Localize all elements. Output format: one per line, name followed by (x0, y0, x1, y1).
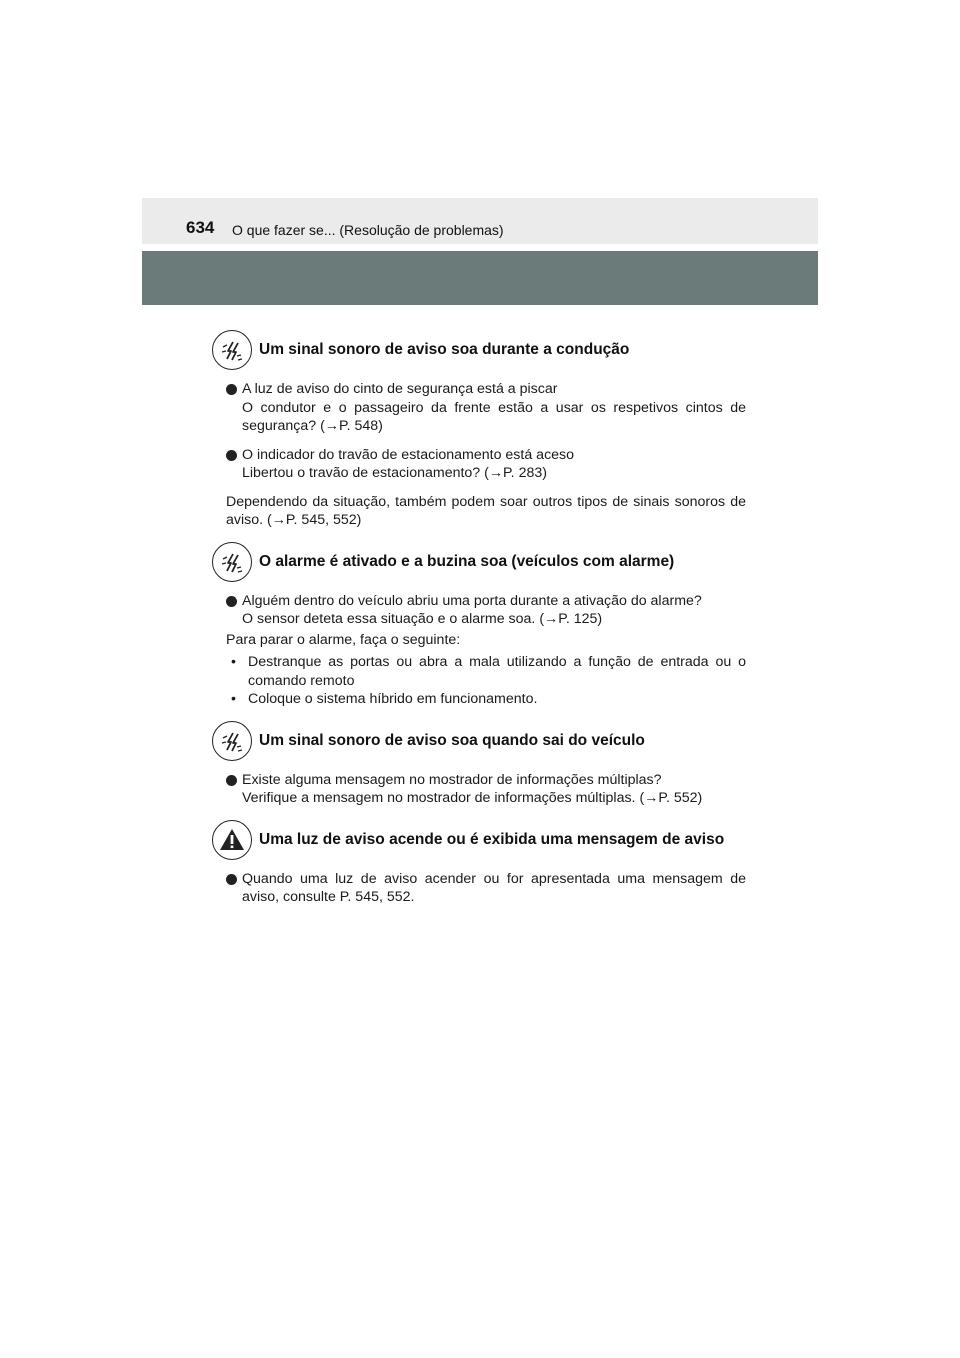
section-leaving-vehicle (226, 719, 746, 808)
list-item (226, 380, 746, 436)
section-heading (212, 719, 746, 763)
chapter-title: O que fazer se... (Resolução de problemas) (232, 222, 504, 238)
title-bar (142, 251, 818, 305)
warning-flash-icon (212, 721, 252, 761)
section-heading (212, 818, 746, 862)
warning-flash-icon (212, 330, 252, 370)
section-title: Uma luz de aviso acende ou é exibida uma mensagem de aviso (259, 830, 725, 848)
item-answer: O condutor e o passageiro da frente estão a usar os respetivos cintos de segurança? (→P. 548) (242, 399, 746, 434)
bullet-dot (226, 775, 237, 786)
bullet-dot (226, 596, 237, 607)
item-answer: Libertou o travão de estacionamento? (→P. 283) (242, 465, 547, 481)
step-text: Destranque as portas ou abra a mala utilizando a função de entrada ou o comando remoto (248, 654, 746, 689)
bullet-dot (226, 874, 237, 885)
item-question: Alguém dentro do veículo abriu uma porta durante a ativação do alarme? (242, 592, 702, 609)
section-note: Dependendo da situação, também podem soar outros tipos de sinais sonoros de aviso. (→P. 545, 552) (226, 493, 746, 528)
section-alarm (226, 540, 746, 709)
bullet-mark: • (231, 654, 236, 670)
bullet-dot (226, 450, 237, 461)
section-seatbelt-parking-brake (226, 328, 746, 530)
list-item (226, 771, 746, 808)
section-heading (212, 328, 746, 372)
section-heading (212, 540, 746, 584)
item-answer: Verifique a mensagem no mostrador de informações múltiplas. (→P. 552) (242, 790, 703, 806)
section-title: O alarme é ativado e a buzina soa (veículos com alarme) (259, 552, 675, 570)
item-question: Quando uma luz de aviso acender ou for apresentada uma mensagem de aviso, consulte P. 545, 552. (242, 870, 746, 905)
exclamation-icon (212, 820, 252, 860)
list-item (226, 446, 746, 483)
section-title: Um sinal sonoro de aviso soa durante a condução (259, 341, 630, 358)
list-item (226, 592, 746, 629)
section-title: Um sinal sonoro de aviso soa quando sai do veículo (259, 731, 645, 749)
section-note: Para parar o alarme, faça o seguinte: (226, 631, 461, 648)
list-item (226, 870, 746, 907)
bullet-dot (226, 384, 237, 395)
item-question: O indicador do travão de estacionamento está aceso (242, 446, 575, 463)
page-number: 634 (186, 218, 215, 237)
warning-flash-icon (212, 542, 252, 582)
section-warning-light (226, 818, 746, 907)
item-answer: O sensor deteta essa situação e o alarme soa. (→P. 125) (242, 611, 603, 627)
bullet-mark: • (231, 691, 236, 707)
content (226, 322, 746, 917)
item-question: Existe alguma mensagem no mostrador de informações múltiplas? (242, 771, 662, 788)
item-question: A luz de aviso do cinto de segurança está a piscar (242, 381, 558, 397)
step-item (226, 690, 746, 709)
step-text: Coloque o sistema híbrido em funcionamento. (248, 691, 538, 707)
step-item (226, 653, 746, 690)
